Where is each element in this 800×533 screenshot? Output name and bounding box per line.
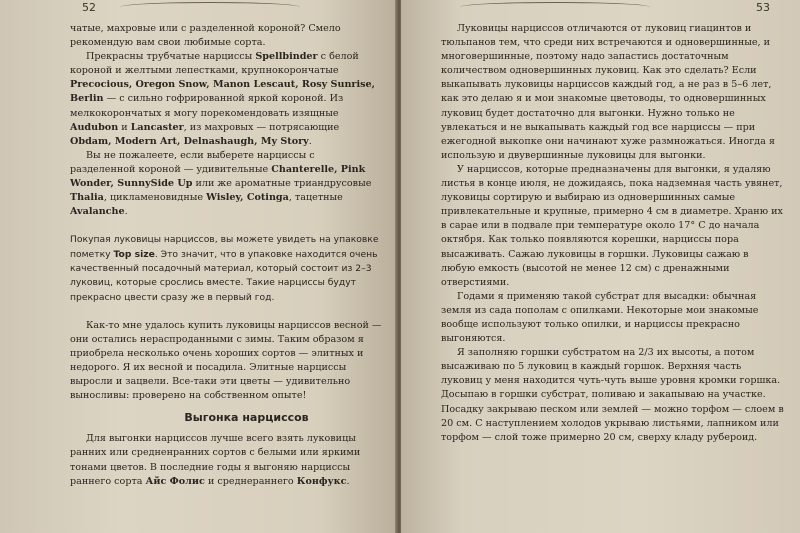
right-paragraph-4: Я заполняю горшки субстратом на 2/3 их высоты, а потом высаживаю по 5 луковиц в каждый горшок. Верхняя часть луковиц у меня находится чуть-чуть выше уровня кромки горшка. Досыпаю в горшки субстрат, поливаю и закапываю на участке. Посадку закрываю песком или землей — можно торфом — слоем в 20 см. С наступлением холодов укрываю листьями, лапником или торфом — слой тоже примерно 20 см, сверху кладу рубероид. (441, 347, 784, 443)
left-header-ornament (120, 2, 300, 12)
right-page-number: 53 (756, 1, 770, 14)
right-page (401, 0, 800, 533)
right-paragraph-2: У нарциссов, которые предназначены для выгонки, я удаляю листья в конце июля, не дожидаясь, пока надземная часть увянет, луковицы сортирую и выбираю из одновершинных самые привлекательные и крупные, примерно 4 см в диаметре. Храню их в сарае или в подвале при температуре около 17° С до начала октября. Как только появляются корешки, нарциссы пора высаживать. Сажаю луковицы в горшки. Луковицы сажаю в любую емкость (высотой не менее 12 см) с дренажными отверстиями. (441, 163, 783, 288)
right-paragraph-3: Годами я применяю такой субстрат для высадки: обычная земля из сада пополам с опилками. Некоторые мои знакомые вообще используют только опилки, и нарциссы прекрасно выгоняются. (441, 290, 759, 345)
left-paragraph-3: Вы не пожалеете, если выберете нарциссы с разделенной короной — удивительные Chanterelle, Pink Wonder, SunnySide Up или же ароматные триандрусовые Thalia, цикламеновидные Wisley, Cotinga, тацетные Avalanche. (70, 149, 372, 218)
left-page-number: 52 (82, 1, 96, 14)
left-paragraph-2: Прекрасны трубчатые нарциссы Spellbinder с белой короной и желтыми лепестками, крупнокорончатые Precocious, Oregon Snow, Manon Lescaut, Rosy Sunrise, Berlin — с сильно гофрированной яркой короной. Из мелкокорончатых я могу порекомендовать изящные Audubon и Lancaster, из махровых — потрясающие Obdam, Modern Art, Delnashaugh, My Story. (70, 51, 375, 147)
right-header-ornament (460, 2, 650, 12)
left-page (0, 0, 397, 533)
left-paragraph-4: Как-то мне удалось купить луковицы нарциссов весной — они остались нераспроданными с зимы. Таким образом я приобрела несколько очень хороших сортов — элитных и недорого. Я их весной и посадила. Элитные нарциссы выросли и зацвели. Все-таки эти цветы — удивительно выносливы: проверено на собственном опыте! (70, 319, 382, 402)
left-paragraph-1: чатые, махровые или с разделенной короной? Смело рекомендую вам свои любимые сорта. (70, 23, 341, 49)
left-paragraph-5: Для выгонки нарциссов лучше всего взять луковицы ранних или средненранних сортов с белыми или яркими тонами цветов. В последние годы я выгоняю нарциссы раннего сорта Айс Фолис и среднераннего Конфукс. (70, 433, 361, 487)
right-paragraph-1: Луковицы нарциссов отличаются от луковиц гиацинтов и тюльпанов тем, что среди них встречаются и одновершинные, и многовершинные, поэтому надо запастись достаточным количеством одновершинных луковиц. Как это сделать? Если выкапывать луковицы нарциссов каждый год, а не раз в 5–6 лет, как это делаю я и мои знакомые цветоводы, то одновершинных луковиц будет достаточно для выгонки. Нужно только не увлекаться и не выкапывать каждый год все нарциссы — при ежегодной выкопке они начинают хуже размножаться. Иногда я использую и двувершинные луковицы для выгонки. (441, 23, 775, 161)
tip-box: Покупая луковицы нарциссов, вы можете увидеть на упаковке пометку Top size. Это значит, что в упаковке находится очень качественный посадочный материал, который состоит из 2–3 луковиц, которые срослись вместе. Такие нарциссы будут прекрасно цвести сразу же в первый год. (70, 234, 379, 303)
section-heading: Выгонка нарциссов (184, 411, 309, 425)
